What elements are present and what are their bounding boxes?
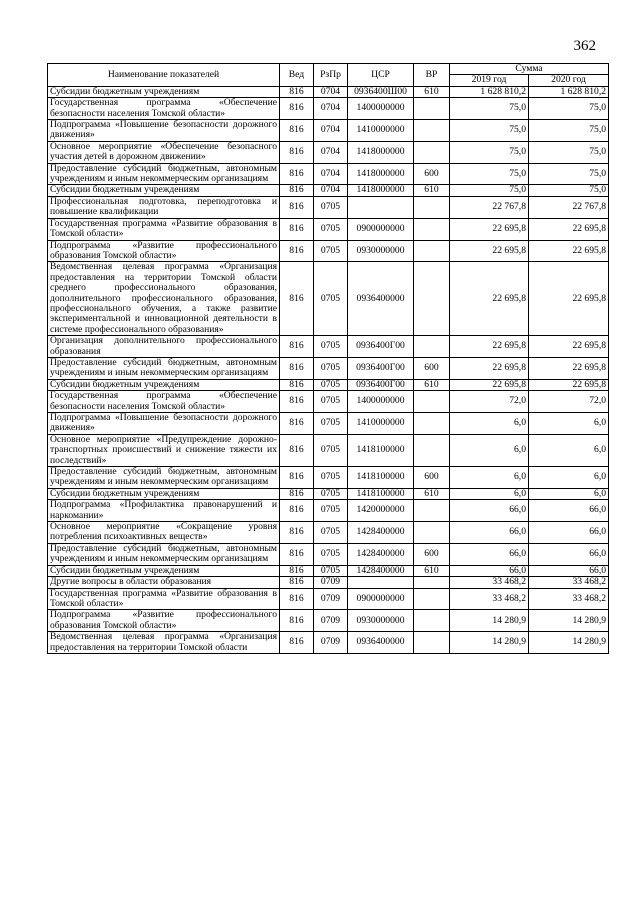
cell-vr xyxy=(414,196,450,218)
table-row xyxy=(48,163,609,185)
cell-2019: 66,0 xyxy=(450,543,529,565)
cell-2019: 22 695,8 xyxy=(450,262,529,336)
cell-csr: 0900000000 xyxy=(348,218,414,240)
page-number: 362 xyxy=(573,38,596,54)
cell-csr: 1418000000 xyxy=(348,163,414,185)
cell-rzpr: 0705 xyxy=(314,357,348,379)
cell-2019: 22 695,8 xyxy=(450,357,529,379)
cell-rzpr: 0705 xyxy=(314,500,348,522)
cell-vr: 600 xyxy=(414,357,450,379)
cell-ved: 816 xyxy=(280,262,314,336)
cell-rzpr: 0705 xyxy=(314,543,348,565)
cell-vr xyxy=(414,240,450,262)
cell-2020: 22 695,8 xyxy=(529,240,609,262)
table-row xyxy=(48,467,609,489)
table-header xyxy=(48,64,609,87)
cell-2019: 75,0 xyxy=(450,141,529,163)
cell-2019: 6,0 xyxy=(450,434,529,466)
cell-ved: 816 xyxy=(280,565,314,576)
cell-rzpr: 0709 xyxy=(314,588,348,610)
cell-2019: 66,0 xyxy=(450,500,529,522)
cell-2019: 66,0 xyxy=(450,522,529,544)
table-row xyxy=(48,543,609,565)
cell-2020: 6,0 xyxy=(529,413,609,435)
header-2019: 2019 год xyxy=(450,75,529,86)
cell-csr: 1428400000 xyxy=(348,522,414,544)
cell-2020: 75,0 xyxy=(529,163,609,185)
cell-2020: 22 695,8 xyxy=(529,336,609,358)
header-name: Наименование показателей xyxy=(48,64,280,87)
cell-name: Подпрограмма «Повышение безопасности дорожного движения» xyxy=(48,413,280,435)
cell-ved: 816 xyxy=(280,522,314,544)
cell-name: Субсидии бюджетным учреждениям xyxy=(48,565,280,576)
cell-2020: 6,0 xyxy=(529,488,609,499)
cell-2020: 22 695,8 xyxy=(529,379,609,390)
cell-ved: 816 xyxy=(280,543,314,565)
cell-2020: 66,0 xyxy=(529,500,609,522)
table-row xyxy=(48,577,609,588)
cell-vr xyxy=(414,413,450,435)
cell-vr xyxy=(414,120,450,142)
cell-2019: 6,0 xyxy=(450,488,529,499)
header-rzpr: РзПр xyxy=(314,64,348,87)
cell-vr: 600 xyxy=(414,163,450,185)
cell-2019: 22 695,8 xyxy=(450,379,529,390)
cell-name: Другие вопросы в области образования xyxy=(48,577,280,588)
table-row xyxy=(48,632,609,654)
cell-csr: 1400000000 xyxy=(348,98,414,120)
cell-vr xyxy=(414,577,450,588)
table-row xyxy=(48,336,609,358)
cell-name: Предоставление субсидий бюджетным, автономным учреждениям и иным некоммерческим организациям xyxy=(48,543,280,565)
cell-name: Государственная программа «Развитие образования в Томской области» xyxy=(48,588,280,610)
cell-2019: 75,0 xyxy=(450,163,529,185)
cell-ved: 816 xyxy=(280,357,314,379)
header-sum: Сумма xyxy=(450,64,609,75)
cell-2020: 22 695,8 xyxy=(529,262,609,336)
table-row xyxy=(48,500,609,522)
cell-vr xyxy=(414,98,450,120)
cell-name: Предоставление субсидий бюджетным, автономным учреждениям и иным некоммерческим организациям xyxy=(48,467,280,489)
table-row xyxy=(48,240,609,262)
cell-name: Субсидии бюджетным учреждениям xyxy=(48,86,280,97)
cell-rzpr: 0704 xyxy=(314,120,348,142)
cell-name: Государственная программа «Обеспечение безопасности населения Томской области» xyxy=(48,98,280,120)
cell-vr: 610 xyxy=(414,86,450,97)
table-row xyxy=(48,413,609,435)
cell-2020: 33 468,2 xyxy=(529,577,609,588)
cell-name: Основное мероприятие «Обеспечение безопасного участия детей в дорожном движении» xyxy=(48,141,280,163)
cell-2020: 33 468,2 xyxy=(529,588,609,610)
cell-2020: 75,0 xyxy=(529,185,609,196)
cell-csr xyxy=(348,196,414,218)
cell-name: Основное мероприятие «Сокращение уровня потребления психоактивных веществ» xyxy=(48,522,280,544)
cell-name: Основное мероприятие «Предупреждение дорожно-транспортных происшествий и снижение тяжести их последствий» xyxy=(48,434,280,466)
cell-2019: 1 628 810,2 xyxy=(450,86,529,97)
cell-ved: 816 xyxy=(280,467,314,489)
cell-2020: 75,0 xyxy=(529,120,609,142)
cell-2020: 22 767,8 xyxy=(529,196,609,218)
cell-csr: 1418100000 xyxy=(348,467,414,489)
table-row xyxy=(48,522,609,544)
cell-2019: 33 468,2 xyxy=(450,577,529,588)
cell-csr: 1428400000 xyxy=(348,543,414,565)
table-row xyxy=(48,86,609,97)
cell-vr xyxy=(414,141,450,163)
cell-name: Подпрограмма «Развитие профессионального образования Томской области» xyxy=(48,610,280,632)
cell-csr: 0900000000 xyxy=(348,588,414,610)
cell-rzpr: 0705 xyxy=(314,336,348,358)
cell-csr: 1420000000 xyxy=(348,500,414,522)
cell-rzpr: 0705 xyxy=(314,262,348,336)
cell-ved: 816 xyxy=(280,488,314,499)
cell-2020: 75,0 xyxy=(529,98,609,120)
cell-vr: 610 xyxy=(414,488,450,499)
cell-vr xyxy=(414,610,450,632)
cell-vr xyxy=(414,434,450,466)
cell-ved: 816 xyxy=(280,413,314,435)
cell-csr: 1418100000 xyxy=(348,434,414,466)
cell-2020: 6,0 xyxy=(529,467,609,489)
cell-ved: 816 xyxy=(280,98,314,120)
cell-ved: 816 xyxy=(280,240,314,262)
cell-rzpr: 0704 xyxy=(314,98,348,120)
cell-csr: 1410000000 xyxy=(348,413,414,435)
table-row xyxy=(48,379,609,390)
cell-vr xyxy=(414,391,450,413)
cell-name: Подпрограмма «Профилактика правонарушений и наркомании» xyxy=(48,500,280,522)
cell-csr: 1418100000 xyxy=(348,488,414,499)
cell-rzpr: 0705 xyxy=(314,565,348,576)
cell-2020: 66,0 xyxy=(529,522,609,544)
cell-ved: 816 xyxy=(280,632,314,654)
cell-2020: 22 695,8 xyxy=(529,357,609,379)
cell-2020: 14 280,9 xyxy=(529,632,609,654)
table-row xyxy=(48,141,609,163)
header-vr: ВР xyxy=(414,64,450,87)
cell-name: Профессиональная подготовка, переподготовка и повышение квалификации xyxy=(48,196,280,218)
cell-ved: 816 xyxy=(280,336,314,358)
cell-name: Ведомственная целевая программа «Организация предоставления на территории Томской области среднего профессионального образования, дополнительного профессионального образования, профессионального обучения, а также развитие экспериментальной и инновационной деятельности в системе профессионального образования» xyxy=(48,262,280,336)
cell-ved: 816 xyxy=(280,120,314,142)
cell-name: Предоставление субсидий бюджетным, автономным учреждениям и иным некоммерческим организациям xyxy=(48,163,280,185)
cell-name: Субсидии бюджетным учреждениям xyxy=(48,488,280,499)
table-row xyxy=(48,610,609,632)
cell-2019: 6,0 xyxy=(450,413,529,435)
cell-rzpr: 0705 xyxy=(314,240,348,262)
cell-name: Государственная программа «Развитие образования в Томской области» xyxy=(48,218,280,240)
table-row xyxy=(48,98,609,120)
cell-ved: 816 xyxy=(280,434,314,466)
cell-csr: 1400000000 xyxy=(348,391,414,413)
table-row xyxy=(48,185,609,196)
cell-name: Субсидии бюджетным учреждениям xyxy=(48,379,280,390)
cell-2019: 14 280,9 xyxy=(450,610,529,632)
cell-rzpr: 0705 xyxy=(314,488,348,499)
table-row xyxy=(48,565,609,576)
cell-ved: 816 xyxy=(280,577,314,588)
cell-csr: 1418000000 xyxy=(348,185,414,196)
cell-ved: 816 xyxy=(280,391,314,413)
cell-csr: 0936400000 xyxy=(348,632,414,654)
cell-2020: 22 695,8 xyxy=(529,218,609,240)
cell-vr: 600 xyxy=(414,543,450,565)
cell-2019: 75,0 xyxy=(450,120,529,142)
cell-2020: 6,0 xyxy=(529,434,609,466)
header-2020: 2020 год xyxy=(529,75,609,86)
table-row xyxy=(48,488,609,499)
cell-2020: 1 628 810,2 xyxy=(529,86,609,97)
cell-rzpr: 0704 xyxy=(314,185,348,196)
cell-rzpr: 0705 xyxy=(314,413,348,435)
cell-name: Предоставление субсидий бюджетным, автономным учреждениям и иным некоммерческим организациям xyxy=(48,357,280,379)
cell-csr: 1418000000 xyxy=(348,141,414,163)
cell-vr: 610 xyxy=(414,379,450,390)
cell-csr: 0930000000 xyxy=(348,610,414,632)
cell-2019: 14 280,9 xyxy=(450,632,529,654)
cell-rzpr: 0705 xyxy=(314,434,348,466)
cell-name: Подпрограмма «Повышение безопасности дорожного движения» xyxy=(48,120,280,142)
cell-2019: 75,0 xyxy=(450,98,529,120)
cell-2019: 22 695,8 xyxy=(450,336,529,358)
cell-csr: 0936400Ш00 xyxy=(348,86,414,97)
table-row xyxy=(48,218,609,240)
table-row xyxy=(48,357,609,379)
cell-vr xyxy=(414,218,450,240)
cell-csr: 0936400Г00 xyxy=(348,379,414,390)
cell-2019: 6,0 xyxy=(450,467,529,489)
cell-vr xyxy=(414,336,450,358)
cell-2020: 72,0 xyxy=(529,391,609,413)
cell-2020: 75,0 xyxy=(529,141,609,163)
cell-2020: 66,0 xyxy=(529,543,609,565)
cell-vr xyxy=(414,522,450,544)
cell-ved: 816 xyxy=(280,196,314,218)
cell-2020: 14 280,9 xyxy=(529,610,609,632)
cell-ved: 816 xyxy=(280,218,314,240)
cell-2020: 66,0 xyxy=(529,565,609,576)
cell-ved: 816 xyxy=(280,379,314,390)
cell-ved: 816 xyxy=(280,588,314,610)
header-csr: ЦСР xyxy=(348,64,414,87)
cell-2019: 22 695,8 xyxy=(450,218,529,240)
cell-2019: 66,0 xyxy=(450,565,529,576)
cell-vr: 600 xyxy=(414,467,450,489)
cell-rzpr: 0705 xyxy=(314,391,348,413)
cell-rzpr: 0705 xyxy=(314,218,348,240)
cell-csr xyxy=(348,577,414,588)
cell-2019: 72,0 xyxy=(450,391,529,413)
cell-rzpr: 0704 xyxy=(314,163,348,185)
cell-2019: 22 767,8 xyxy=(450,196,529,218)
cell-name: Организация дополнительного профессионального образования xyxy=(48,336,280,358)
table-body xyxy=(48,86,609,653)
cell-rzpr: 0705 xyxy=(314,379,348,390)
cell-vr xyxy=(414,262,450,336)
table-row xyxy=(48,120,609,142)
table-row xyxy=(48,196,609,218)
cell-rzpr: 0705 xyxy=(314,522,348,544)
cell-csr: 1428400000 xyxy=(348,565,414,576)
cell-ved: 816 xyxy=(280,185,314,196)
cell-ved: 816 xyxy=(280,500,314,522)
cell-rzpr: 0705 xyxy=(314,196,348,218)
cell-ved: 816 xyxy=(280,163,314,185)
cell-name: Ведомственная целевая программа «Организация предоставления на территории Томской области xyxy=(48,632,280,654)
cell-rzpr: 0709 xyxy=(314,610,348,632)
cell-csr: 0936400Г00 xyxy=(348,357,414,379)
table-row xyxy=(48,262,609,336)
cell-csr: 1410000000 xyxy=(348,120,414,142)
cell-csr: 0936400000 xyxy=(348,262,414,336)
cell-rzpr: 0709 xyxy=(314,577,348,588)
cell-rzpr: 0704 xyxy=(314,86,348,97)
header-ved: Вед xyxy=(280,64,314,87)
table-row xyxy=(48,391,609,413)
cell-rzpr: 0705 xyxy=(314,467,348,489)
cell-2019: 75,0 xyxy=(450,185,529,196)
cell-ved: 816 xyxy=(280,141,314,163)
table-row xyxy=(48,434,609,466)
cell-rzpr: 0709 xyxy=(314,632,348,654)
cell-csr: 0936400Г00 xyxy=(348,336,414,358)
budget-table xyxy=(47,63,609,654)
cell-ved: 816 xyxy=(280,610,314,632)
cell-vr xyxy=(414,500,450,522)
cell-csr: 0930000000 xyxy=(348,240,414,262)
cell-name: Государственная программа «Обеспечение безопасности населения Томской области» xyxy=(48,391,280,413)
cell-2019: 22 695,8 xyxy=(450,240,529,262)
cell-vr xyxy=(414,588,450,610)
cell-vr: 610 xyxy=(414,565,450,576)
cell-vr xyxy=(414,632,450,654)
cell-ved: 816 xyxy=(280,86,314,97)
table-row xyxy=(48,588,609,610)
cell-2019: 33 468,2 xyxy=(450,588,529,610)
cell-name: Подпрограмма «Развитие профессионального образования Томской области» xyxy=(48,240,280,262)
cell-rzpr: 0704 xyxy=(314,141,348,163)
cell-name: Субсидии бюджетным учреждениям xyxy=(48,185,280,196)
cell-vr: 610 xyxy=(414,185,450,196)
